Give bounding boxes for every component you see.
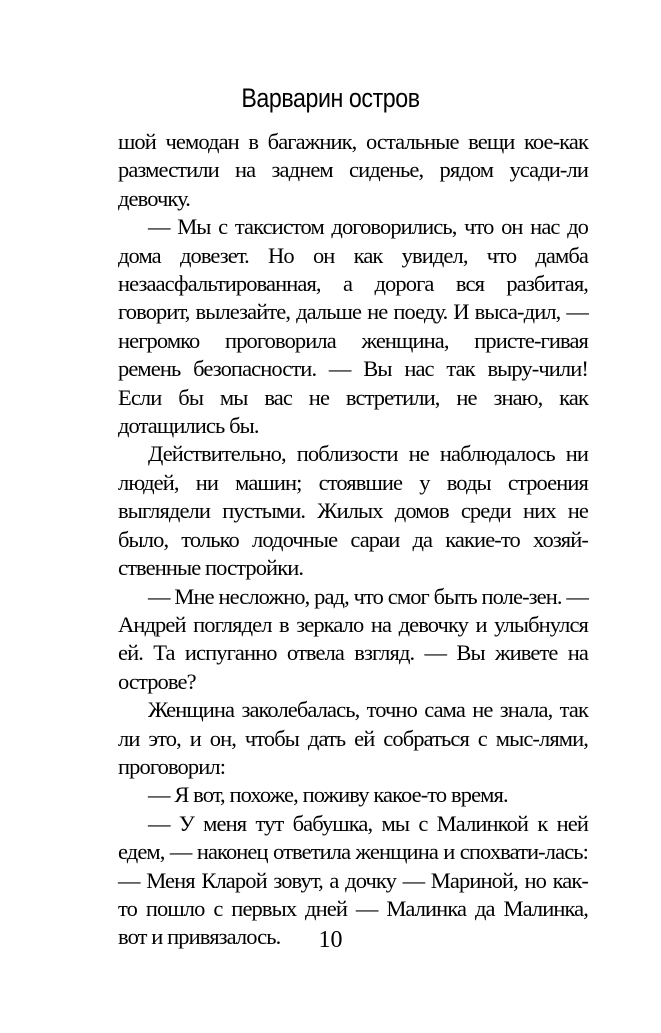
paragraph: — Мне несложно, рад, что смог быть поле-зен. — Андрей поглядел в зеркало на девочку и улыбнулся ей. Та испуганно отвела взгляд. — Вы живете на острове?: [118, 583, 588, 694]
body-text: [118, 128, 588, 952]
paragraph: — Я вот, похоже, поживу какое-то время.: [148, 782, 508, 808]
paragraph: — У меня тут бабушка, мы с Малинкой к ней едем, — наконец ответила женщина и спохвати-лась: — Меня Кларой зовут, а дочку — Мариной, но как-то пошло с первых дней — Малинка да Малинка, вот и привязалось.: [118, 810, 588, 950]
paragraph: Действительно, поблизости не наблюдалось ни людей, ни машин; стоявшие у воды строения выглядели пустыми. Жилых домов среди них не было, только лодочные сараи да какие-то хозяй-ственные постройки.: [118, 441, 588, 581]
page-number: 10: [318, 927, 343, 953]
paragraph: шой чемодан в багажник, остальные вещи кое-как разместили на заднем сиденье, рядом усади-ли девочку.: [118, 129, 588, 211]
paragraph: — Мы с таксистом договорились, что он нас до дома довезет. Но он как увидел, что дамба незаасфальтированная, а дорога вся разбитая, говорит, вылезайте, дальше не поеду. И выса-дил, — негромко проговорила женщина, присте-гивая ремень безопасности. — Вы нас так выру-чили! Если бы мы вас не встретили, не знаю, как дотащились бы.: [118, 214, 588, 439]
running-header: Варварин остров: [241, 83, 420, 113]
paragraph: Женщина заколебалась, точно сама не знала, так ли это, и он, чтобы дать ей собраться с мыс-лями, проговорил:: [118, 697, 588, 779]
